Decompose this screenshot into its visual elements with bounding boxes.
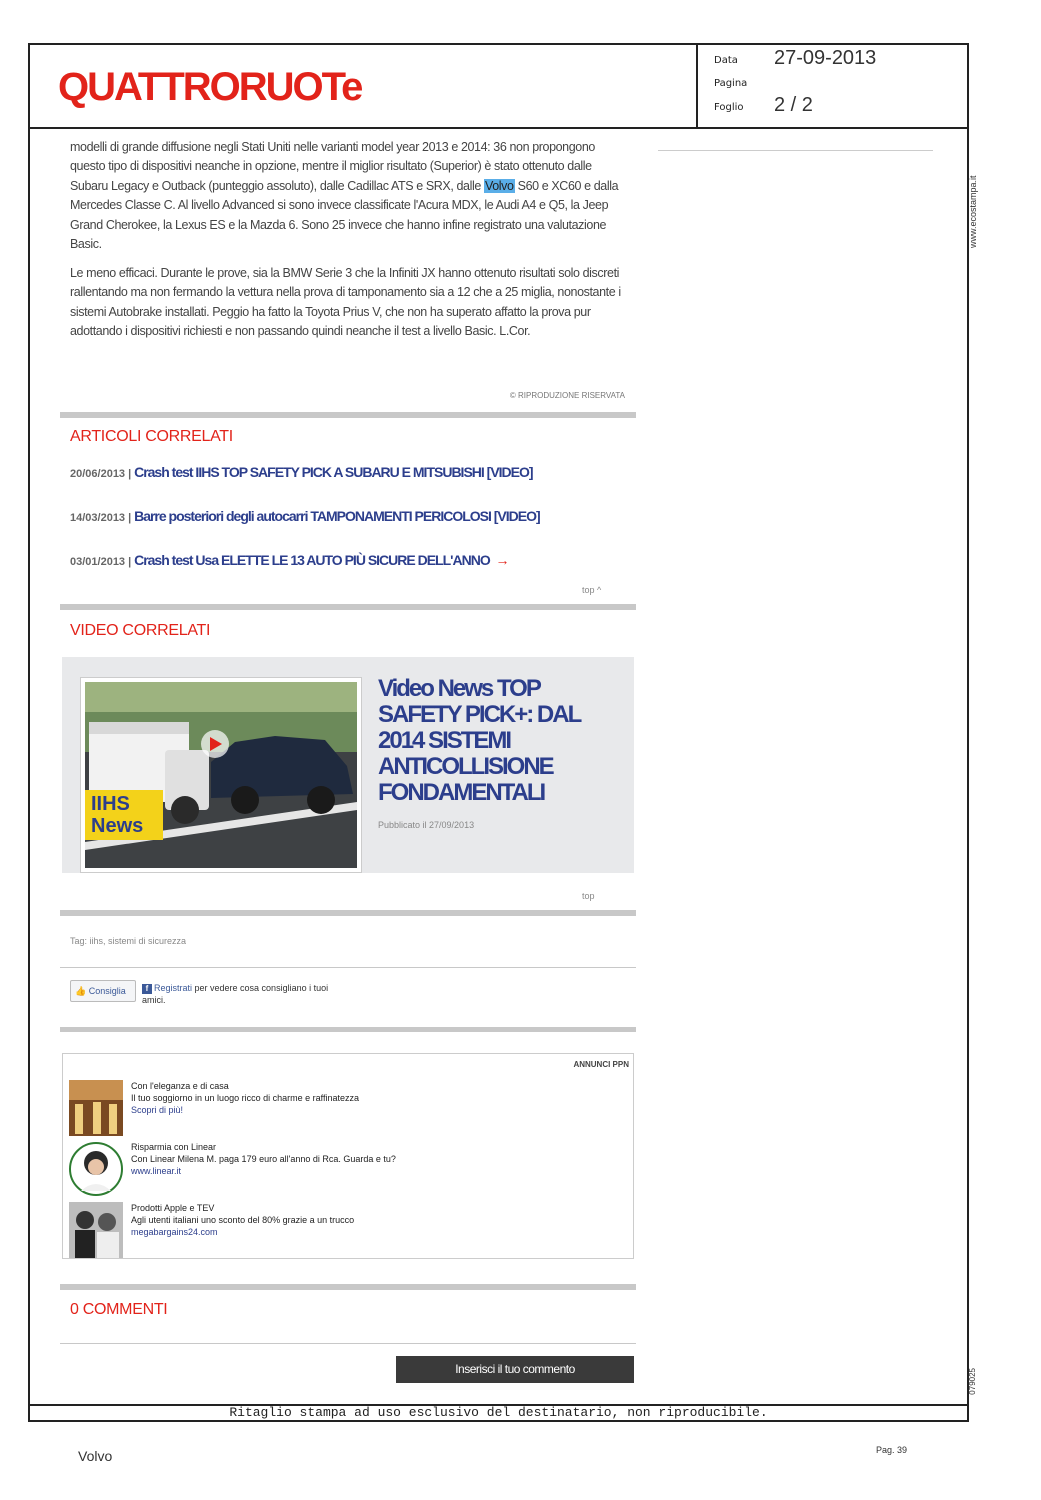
- section-divider: [60, 1284, 636, 1290]
- video-published-date: Pubblicato il 27/09/2013: [378, 820, 475, 830]
- page-number: Pag. 39: [876, 1445, 908, 1455]
- date-label: Data: [714, 55, 738, 66]
- clipping-code: 079025: [968, 1368, 977, 1395]
- related-articles-title: ARTICOLI CORRELATI: [70, 428, 233, 445]
- publication-logo: QUATTRORUOTe: [58, 65, 362, 109]
- article-tags: Tag: iihs, sistemi di sicurezza: [70, 936, 187, 946]
- divider-line: [60, 967, 636, 968]
- ad-image-woman: [69, 1141, 123, 1197]
- comments-title: 0 COMMENTI: [70, 1301, 168, 1318]
- arrow-right-icon: →: [495, 552, 509, 568]
- sidebar-rule: [658, 150, 933, 151]
- clipping-header: [28, 43, 969, 129]
- thumb-label-iihs: IIHS: [91, 793, 130, 815]
- ad-item[interactable]: Con l'eleganza e di casa Il tuo soggiorno in un luogo ricco di charme e raffinatezza Scopri di più!: [69, 1080, 629, 1138]
- search-highlight: Volvo: [484, 178, 514, 193]
- thumbs-up-icon: 👍: [75, 986, 87, 996]
- website-vertical: www.ecostampa.it: [968, 175, 978, 248]
- page-label: Pagina: [714, 78, 748, 89]
- video-section-title: VIDEO CORRELATI: [70, 622, 211, 639]
- related-article-2[interactable]: 14/03/2013 | Barre posteriori degli autocarri TAMPONAMENTI PERICOLOSI [VIDEO]: [70, 508, 540, 524]
- sheet-value: 2 / 2: [774, 94, 813, 116]
- ad-image-hotel: [69, 1080, 123, 1136]
- video-thumbnail[interactable]: [80, 677, 362, 873]
- related-article-1[interactable]: 20/06/2013 | Crash test IIHS TOP SAFETY PICK A SUBARU E MITSUBISHI [VIDEO]: [70, 464, 533, 480]
- section-divider: [60, 604, 636, 610]
- clipping-brand: Volvo: [78, 1448, 113, 1464]
- article-paragraph-2: Le meno efficaci. Durante le prove, sia la BMW Serie 3 che la Infiniti JX hanno ottenuto risultati solo discreti rallentando ma non fermando la vettura nella prova di tamponamento sia a 12 che a 25 miglia, nonostante i sistemi Autobrake installati. Peggio ha fatto la Toyota Prius V, che non ha superato affatto la prova pur adottando i dispositivi richiesti e non passando quindi neanche il test a livello Basic. L.Cor.: [70, 266, 621, 339]
- facebook-icon: f: [142, 984, 152, 994]
- register-link[interactable]: Registrati: [154, 983, 193, 993]
- sheet-label: Foglio: [714, 102, 744, 113]
- ad-item[interactable]: Prodotti Apple e TEV Agli utenti italiani uno sconto del 80% grazie a un trucco megabargains24.com: [69, 1202, 629, 1260]
- add-comment-button[interactable]: Inserisci il tuo commento: [396, 1356, 634, 1383]
- back-to-top-link[interactable]: top ^: [582, 585, 602, 595]
- logo-cell: [30, 45, 698, 127]
- reproduction-disclaimer: Ritaglio stampa ad uso esclusivo del destinatario, non riproducibile.: [229, 1405, 768, 1420]
- facebook-social-text: f Registrati per vedere cosa consigliano i tuoi amici.: [142, 983, 329, 1005]
- ad-item[interactable]: Risparmia con Linear Con Linear Milena M. paga 179 euro all'anno di Rca. Guarda e tu? www.linear.it: [69, 1141, 629, 1199]
- date-value: 27-09-2013: [774, 47, 877, 69]
- section-divider: [60, 910, 636, 916]
- clipping-meta: [708, 45, 968, 127]
- sponsored-ads-box: [62, 1053, 634, 1259]
- article-paragraph-1: modelli di grande diffusione negli Stati Uniti nelle varianti model year 2013 e 2014: 36 non propongono questo tipo di dispositivi neanche in opzione, mentre il miglior risultato (Superior) è stato ottenuto dalle Subaru Legacy e Outback (punteggio assoluto), dalle Cadillac ATS e SRX, dalle Volvo S60 e XC60 e dalla Mercedes Classe C. Al livello Advanced si sono invece classificate l'Acura MDX, le Audi A4 e Q5, la Jeep Grand Cherokee, la Lexus ES e la Mazda 6. Sono 25 invece che hanno infine registrato una valutazione Basic.: [70, 140, 619, 252]
- section-divider: [60, 412, 636, 418]
- video-headline[interactable]: Video News TOP SAFETY PICK+: DAL 2014 SISTEMI ANTICOLLISIONE FONDAMENTALI: [378, 675, 580, 806]
- divider-line: [60, 1343, 636, 1344]
- section-divider: [60, 1027, 636, 1032]
- ad-image-people: [69, 1202, 123, 1258]
- copyright-notice: © RIPRODUZIONE RISERVATA: [509, 391, 625, 400]
- back-to-top-link[interactable]: top: [582, 891, 595, 901]
- facebook-recommend-button[interactable]: 👍 Consiglia: [70, 980, 136, 1002]
- related-article-3[interactable]: 03/01/2013 | Crash test Usa ELETTE LE 13 AUTO PIÙ SICURE DELL'ANNO →: [70, 552, 509, 568]
- ads-header: ANNUNCI PPN: [573, 1060, 629, 1069]
- thumb-label-news: News: [91, 815, 144, 837]
